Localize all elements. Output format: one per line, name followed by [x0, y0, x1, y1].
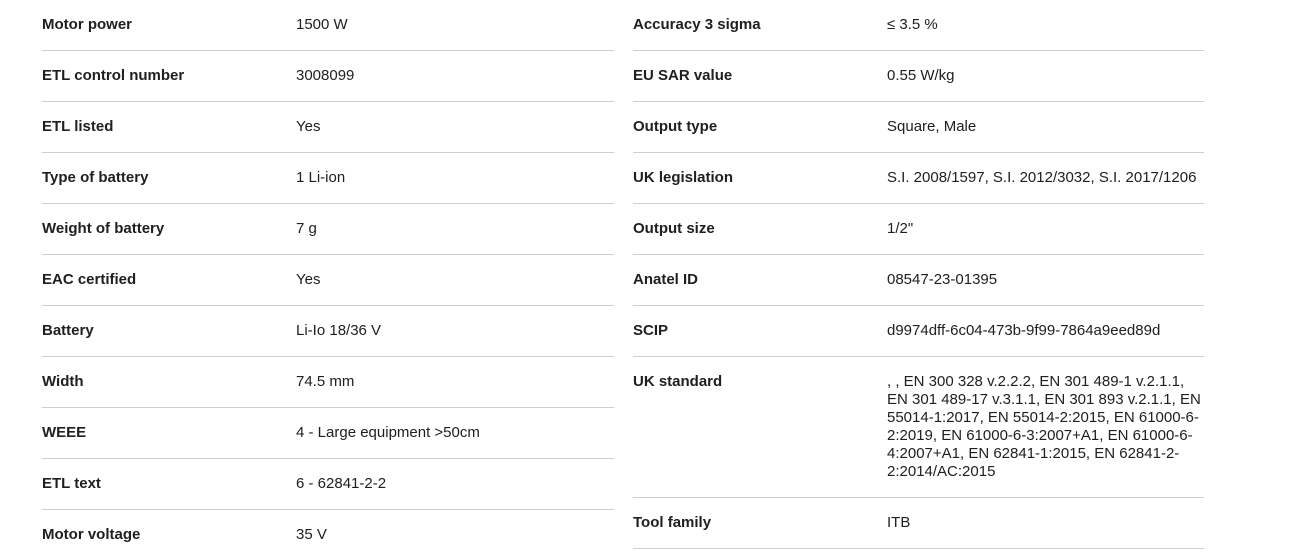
- spec-label: Battery: [42, 322, 94, 339]
- spec-value: 1/2": [887, 220, 914, 237]
- spec-value: 6 - 62841-2-2: [296, 475, 387, 492]
- spec-value: 35 V: [296, 526, 327, 543]
- spec-row-type-of-battery: [42, 153, 614, 204]
- spec-column-left: [42, 0, 614, 558]
- spec-row-anatel-id: [633, 255, 1204, 306]
- spec-row-motor-voltage: [42, 510, 614, 558]
- spec-label: EU SAR value: [633, 67, 733, 84]
- spec-label: Anatel ID: [633, 271, 699, 288]
- spec-value: 08547-23-01395: [887, 271, 998, 288]
- spec-label: ETL text: [42, 475, 101, 492]
- spec-label: SCIP: [633, 322, 669, 339]
- spec-row-output-type: [633, 102, 1204, 153]
- spec-label: Tool family: [633, 514, 712, 531]
- spec-label: ETL control number: [42, 67, 185, 84]
- spec-row-motor-power: [42, 0, 614, 51]
- spec-row-uk-standard: [633, 357, 1204, 498]
- spec-label: Motor voltage: [42, 526, 141, 543]
- spec-value: 1 Li-ion: [296, 169, 346, 186]
- spec-label: Weight of battery: [42, 220, 165, 237]
- spec-value: Li-Io 18/36 V: [296, 322, 382, 339]
- spec-value: 7 g: [296, 220, 317, 237]
- spec-label: ETL listed: [42, 118, 114, 135]
- spec-value: d9974dff-6c04-473b-9f99-7864a9eed89d: [887, 322, 1161, 339]
- spec-row-etl-text: [42, 459, 614, 510]
- spec-value: , , EN 300 328 v.2.2.2, EN 301 489-1 v.2.1.1, EN 301 489-17 v.3.1.1, EN 301 893 v.2.1.1, EN 55014-1:2017, EN 55014-2:2015, EN 61000-6-2:2019, EN 61000-6-3:2007+A1, EN 61000-6-4:2007+A1, EN 62841-1:2015, EN 62841-2-2:2014/AC:2015: [887, 373, 1201, 480]
- spec-label: UK legislation: [633, 169, 734, 186]
- spec-value: ITB: [887, 514, 911, 531]
- spec-value: 3008099: [296, 67, 355, 84]
- spec-label: Width: [42, 373, 84, 390]
- spec-label: WEEE: [42, 424, 87, 441]
- spec-row-scip: [633, 306, 1204, 357]
- spec-label: EAC certified: [42, 271, 137, 288]
- spec-label: Motor power: [42, 16, 132, 33]
- spec-row-weight-of-battery: [42, 204, 614, 255]
- spec-label: Output size: [633, 220, 715, 237]
- spec-row-eu-sar-value: [633, 51, 1204, 102]
- spec-value: 4 - Large equipment >50cm: [296, 424, 480, 441]
- spec-value: 1500 W: [296, 16, 348, 33]
- spec-row-accuracy-3-sigma: [633, 0, 1204, 51]
- spec-value: S.I. 2008/1597, S.I. 2012/3032, S.I. 2017/1206: [887, 169, 1197, 186]
- spec-row-battery: [42, 306, 614, 357]
- spec-row-etl-control-number: [42, 51, 614, 102]
- spec-row-output-size: [633, 204, 1204, 255]
- spec-label: UK standard: [633, 373, 723, 390]
- spec-value: Square, Male: [887, 118, 977, 135]
- spec-value: 74.5 mm: [296, 373, 355, 390]
- spec-row-weee: [42, 408, 614, 459]
- spec-value: 0.55 W/kg: [887, 67, 955, 84]
- spec-row-tool-family: [633, 498, 1204, 549]
- spec-column-right: [633, 0, 1204, 558]
- spec-value: Yes: [296, 118, 321, 135]
- spec-label: Accuracy 3 sigma: [633, 16, 761, 33]
- spec-row-etl-listed: [42, 102, 614, 153]
- spec-row-uk-legislation: [633, 153, 1204, 204]
- spec-label: Type of battery: [42, 169, 149, 186]
- spec-value: ≤ 3.5 %: [887, 16, 938, 33]
- spec-row-eac-certified: [42, 255, 614, 306]
- spec-row-width: [42, 357, 614, 408]
- spec-label: Output type: [633, 118, 718, 135]
- spec-value: Yes: [296, 271, 321, 288]
